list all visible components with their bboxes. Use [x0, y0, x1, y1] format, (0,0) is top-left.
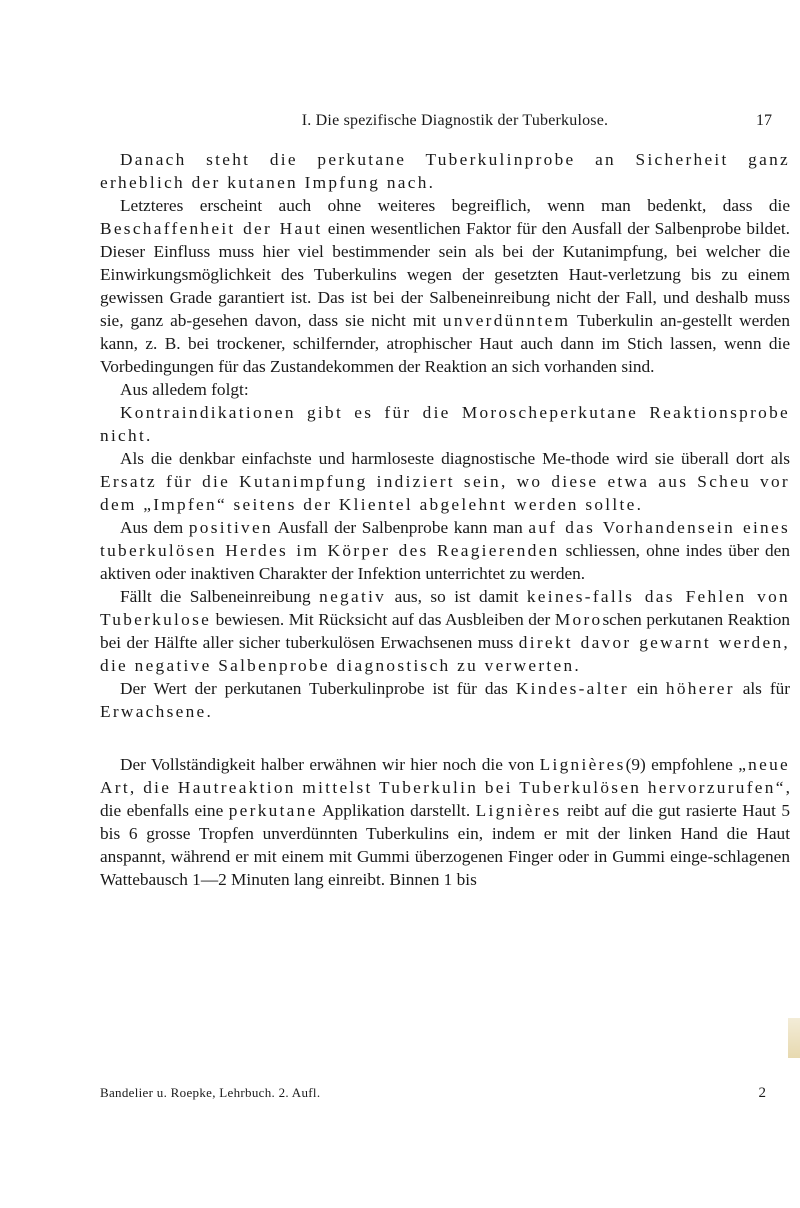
header-title: I. Die spezifische Diagnostik der Tuberkulose. — [301, 112, 609, 129]
text-run: Der Vollständigkeit halber erwähnen wir hier noch die von — [120, 755, 540, 774]
emphasis-text: Beschaffenheit der Haut — [100, 219, 323, 238]
paragraph — [100, 585, 790, 677]
text-run: einen wesentlichen Faktor für den Ausfall der Salbenprobe bildet. Dieser Einfluss muss hier viel bestimmender sein als bei der Kutanimpfung, bei welcher die Einwirkungsmöglichkeit des Tuberkulins wegen der gesetzten Haut-verletzung bis zu einem gewissen Grade garantiert ist. Das ist bei der Salbeneinreibung nicht der Fall, und deshalb muss sie, ganz ab-gesehen davon, dass sie nicht mit — [100, 219, 790, 330]
paragraph — [100, 516, 790, 585]
text-run: aus, so ist damit — [386, 587, 527, 606]
emphasis-text: Danach steht die perkutane Tuberkulinprobe an Sicherheit ganz erheblich der kutanen Impfung nach. — [100, 150, 790, 192]
text-run: Aus alledem folgt: — [120, 380, 249, 399]
paragraph — [100, 378, 790, 401]
paragraph — [100, 401, 790, 447]
emphasis-text: Ersatz für die Kutanimpfung indiziert sein, wo diese etwa aus Scheu vor dem „Impfen“ seitens der Klientel abgelehnt werden sollte. — [100, 472, 790, 514]
text-run: Aus dem — [120, 518, 189, 537]
text-run: als für — [734, 679, 790, 698]
bogen-signature: Bandelier u. Roepke, Lehrbuch. 2. Aufl. — [100, 1085, 321, 1100]
text-run: schliessen, ohne indes über den aktiven oder inaktiven Charakter der Infektion unterrichtet zu werden. — [100, 541, 790, 583]
body-text — [100, 148, 790, 891]
text-run: (9) empfohlene — [625, 755, 739, 774]
text-run: reibt auf die gut rasierte Haut 5 bis 6 grosse Tropfen unverdünnten Tuberkulins ein, indem er mit der linken Hand die Haut anspannt, während er mit einem mit Gummi überzogenen Finger oder in Gummi einge-schlagenen Wattebausch 1—2 Minuten lang einreibt. Binnen 1 bis — [100, 801, 790, 889]
signature-mark: 2 — [758, 1085, 766, 1101]
emphasis-text: Kontraindikationen gibt es für die Moroscheperkutane Reaktionsprobe nicht. — [100, 403, 790, 445]
text-run: bewiesen. Mit Rücksicht auf das Ausbleiben der — [211, 610, 555, 629]
emphasis-text: auf das Vorhandensein eines tuberkulösen Herdes im Körper des Reagierenden — [100, 518, 790, 560]
emphasis-text: positiven — [188, 518, 273, 537]
text-run: Als die denkbar einfachste und harmloseste diagnostische Me-thode wird sie überall dort als — [120, 449, 790, 468]
emphasis-text: unverdünntem — [442, 311, 571, 330]
text-run: schen perkutanen Reaktion bei der Hälfte aller sicher tuberkulösen Erwachsenen muss — [100, 610, 790, 652]
paragraph — [100, 753, 790, 891]
emphasis-text: perkutane — [228, 801, 318, 820]
running-header — [120, 112, 790, 138]
emphasis-text: Kindes-alter — [515, 679, 629, 698]
page-number: 17 — [756, 112, 772, 129]
emphasis-text: „neue Art, die Hautreaktion mittelst Tuberkulin bei Tuberkulösen hervorzurufen“ — [100, 755, 790, 797]
text-run: , die ebenfalls eine — [100, 778, 790, 820]
paragraph — [100, 677, 790, 723]
emphasis-text: negativ — [319, 587, 387, 606]
emphasis-text: Lignières — [539, 755, 626, 774]
text-run: ein — [628, 679, 666, 698]
paragraph — [100, 447, 790, 516]
paragraph — [100, 148, 790, 194]
text-run: Der Wert der perkutanen Tuberkulinprobe ist für das — [120, 679, 516, 698]
page-edge-mark — [788, 1018, 800, 1058]
text-run: Fällt die Salbeneinreibung — [120, 587, 320, 606]
text-run: Applikation darstellt. — [317, 801, 476, 820]
text-run: Tuberkulin an-gestellt werden kann, z. B. bei trockener, schilfernder, atrophischer Haut auch dann im Stich lassen, wenn die Vorbedingungen für das Zustandekommen der Reaktion an sich vorhanden sind. — [100, 311, 790, 376]
text-run: Letzteres erscheint auch ohne weiteres begreiflich, wenn man bedenkt, dass die — [120, 196, 790, 215]
emphasis-text: direkt davor gewarnt werden, die negative Salbenprobe diagnostisch zu verwerten. — [100, 633, 790, 675]
emphasis-text: Moro — [554, 610, 603, 629]
emphasis-text: Erwachsene. — [100, 702, 214, 721]
emphasis-text: keines-falls das Fehlen von Tuberkulose — [100, 587, 790, 629]
emphasis-text: höherer — [665, 679, 735, 698]
emphasis-text: Lignières — [475, 801, 562, 820]
text-run: Ausfall der Salbenprobe kann man — [272, 518, 529, 537]
paragraph — [100, 194, 790, 378]
